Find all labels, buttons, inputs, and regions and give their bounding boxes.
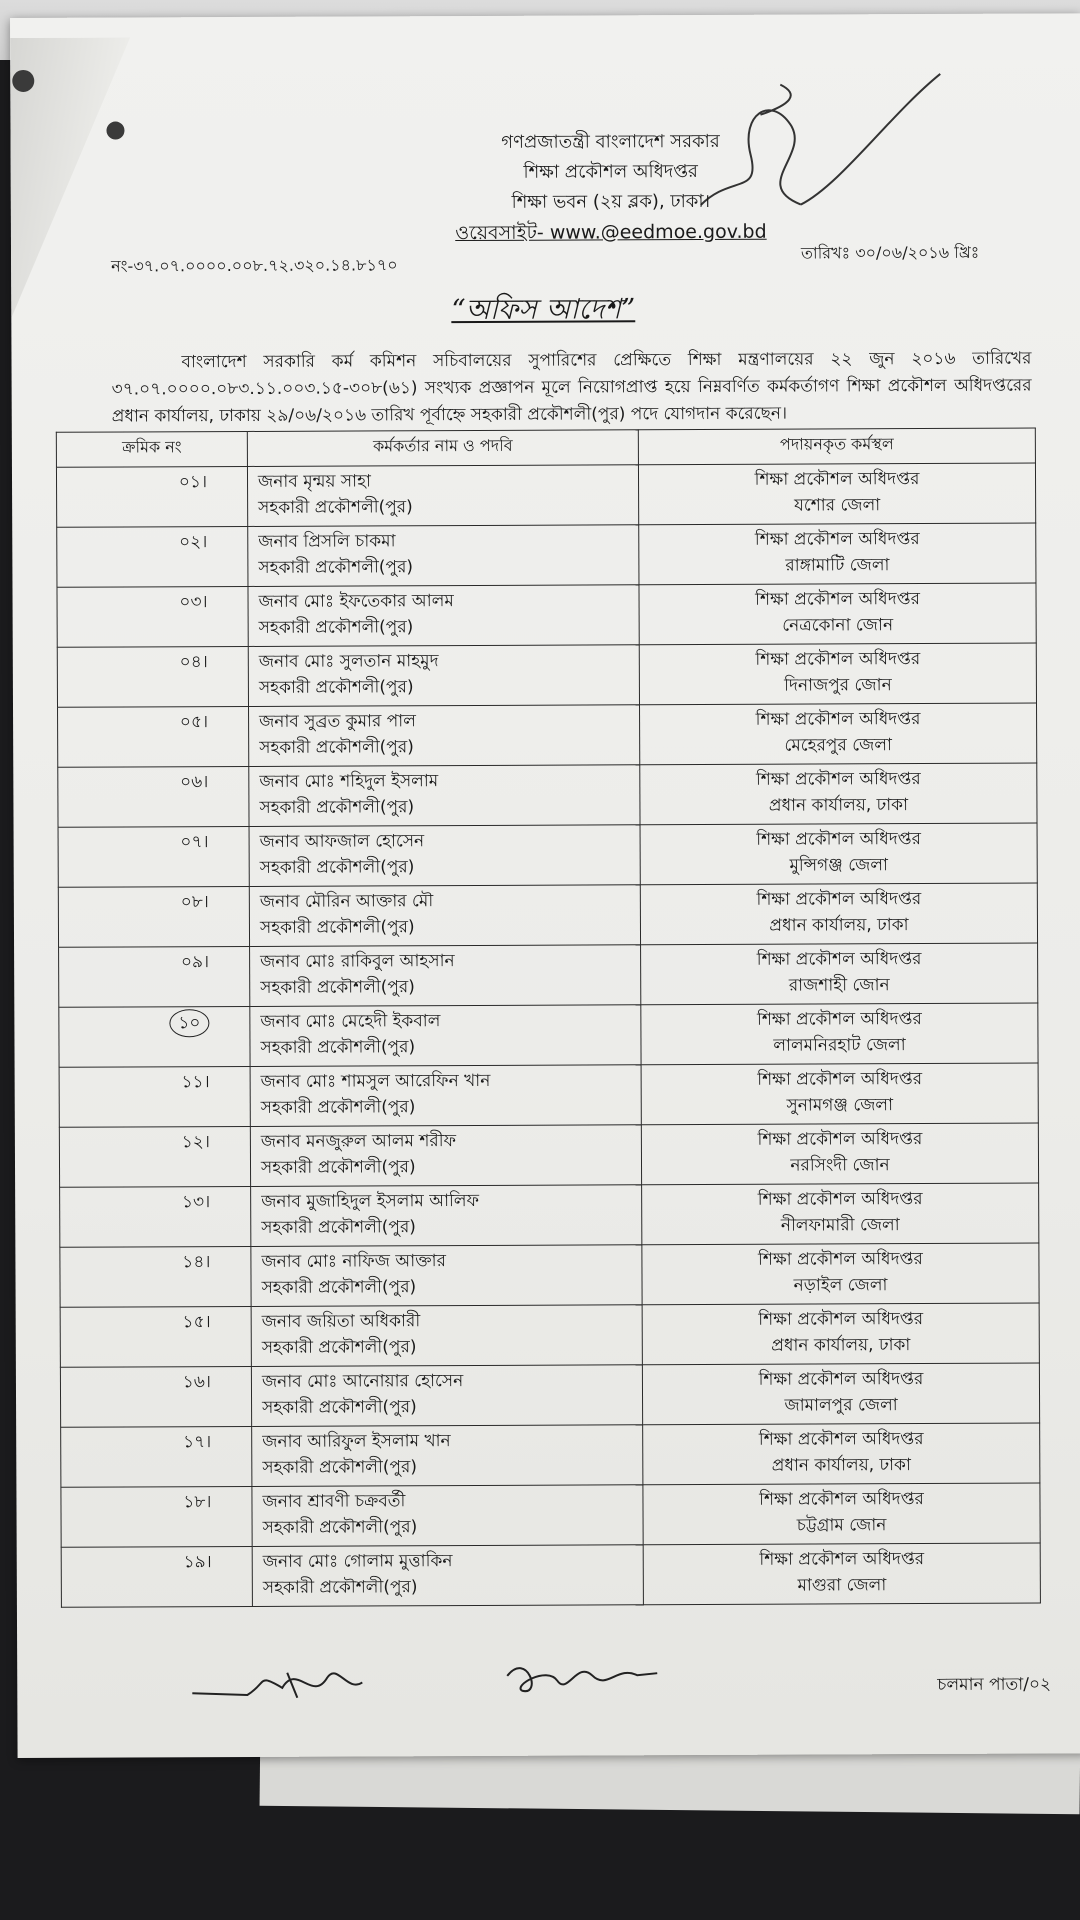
table-body [56,463,1040,1607]
posting-office: শিক্ষা প্রকৌশল অধিদপ্তর [758,1429,924,1450]
officer-designation: সহকারী প্রকৌশলী(পুর) [258,497,413,518]
serial-number: ১৯। [183,1552,212,1573]
serial-number: ১৬। [182,1372,211,1393]
officer-name: জনাব মোঃ শামসুল আরেফিন খান [260,1070,491,1092]
document-page [10,13,1080,1758]
table-row [61,1483,1040,1547]
signature-left [187,1652,387,1713]
officers-table [56,428,1041,1608]
officer-name: জনাব মোঃ শহিদুল ইসলাম [259,771,439,792]
officer-designation: সহকারী প্রকৌশলী(পুর) [262,1577,418,1598]
serial-number: ০৭। [180,832,209,853]
officer-name: জনাব মোঃ নাফিজ আক্তার [261,1251,446,1272]
header-serial: ক্রমিক নং [56,431,247,467]
posting-office: শিক্ষা প্রকৌশল অধিদপ্তর [755,709,921,730]
table-row [59,1123,1038,1187]
serial-cell [57,646,248,707]
posting-location: মাগুরা জেলা [797,1575,887,1596]
posting-office: শিক্ষা প্রকৌশল অধিদপ্তর [756,829,922,850]
serial-number: ১৫। [182,1312,211,1333]
posting-cell [638,463,1035,525]
posting-cell [639,583,1036,645]
officer-designation: সহকারী প্রকৌশলী(পুর) [260,1097,416,1118]
page-title: “অফিস আদেশ” [451,292,636,327]
officer-name: জনাব মোঃ গোলাম মুত্তাকিন [262,1551,453,1572]
table-row [59,1063,1038,1127]
order-body: বাংলাদেশ সরকারি কর্ম কমিশন সচিবালয়ের সুপারিশের প্রেক্ষিতে শিক্ষা মন্ত্রণালয়ের ২২ জুন ২০১৬ তারিখের ৩৭.০৭.০০০০.০৮৩.১১.০০৩.১৫-৩০৮(৬১) সংখ্যক প্রজ্ঞাপন মূলে নিয়োগপ্রাপ্ত হয়ে নিম্নবর্ণিত কর্মকর্তাগণ শিক্ষা প্রকৌশল অধিদপ্তরের প্রধান কার্যালয়, ঢাকায় ২৯/০৬/২০১৬ তারিখ পূর্বাহ্নে সহকারী প্রকৌশলী(পুর) পদে যোগদান করেছেন। [111,348,1032,427]
officer-name: জনাব সুব্রত কুমার পাল [259,711,416,732]
posting-location: প্রধান কার্যালয়, ঢাকা [771,1335,911,1356]
table-row [61,1543,1040,1607]
serial-cell [57,526,248,587]
officer-name: জনাব মনজুরুল আলম শরীফ [260,1131,457,1152]
serial-number: ১০ [169,1009,209,1037]
posting-location: নেত্রকোনা জোন [782,615,894,636]
serial-number: ০৫। [179,712,209,733]
officer-name: জনাব মোঃ ইফতেকার আলম [258,591,454,612]
serial-number: ০৯। [180,952,210,973]
serial-cell [59,946,250,1007]
officer-designation: সহকারী প্রকৌশলী(পুর) [258,677,414,698]
posting-location: নীলফামারী জেলা [780,1215,900,1236]
header-line-2: শিক্ষা প্রকৌশল অধিদপ্তর [523,160,698,183]
name-cell [251,1245,642,1307]
serial-cell [59,1066,250,1127]
table-row [58,823,1037,887]
serial-number: ০৬। [180,772,209,793]
table-row [56,463,1035,527]
name-cell [247,465,638,527]
posting-cell [641,943,1038,1005]
serial-number: ১৪। [182,1252,211,1273]
posting-cell [641,1123,1038,1185]
posting-location: প্রধান কার্যালয়, ঢাকা [771,1455,911,1476]
posting-office: শিক্ষা প্রকৌশল অধিদপ্তর [754,529,920,550]
name-cell [248,645,639,707]
officer-designation: সহকারী প্রকৌশলী(পুর) [260,1037,416,1058]
officer-designation: সহকারী প্রকৌশলী(পুর) [262,1397,417,1418]
serial-number: ১৩। [181,1192,211,1213]
serial-number: ১১। [181,1072,210,1093]
posting-office: শিক্ষা প্রকৌশল অধিদপ্তর [759,1489,924,1510]
header-name-designation: কর্মকর্তার নাম ও পদবি [247,430,638,467]
posting-location: যশোর জেলা [794,495,881,516]
name-cell [252,1545,643,1607]
officer-designation: সহকারী প্রকৌশলী(পুর) [262,1457,417,1478]
officer-designation: সহকারী প্রকৌশলী(পুর) [258,617,414,638]
table-row [61,1423,1040,1487]
officer-name: জনাব আরিফুল ইসলাম খান [262,1431,451,1452]
officer-name: জনাব মোঃ রাকিবুল আহসান [260,951,455,972]
table-row [57,583,1036,647]
posting-office: শিক্ষা প্রকৌশল অধিদপ্তর [758,1369,924,1390]
name-cell [250,945,641,1007]
header-line-3: শিক্ষা ভবন (২য় ব্লক), ঢাকা। [511,190,711,213]
posting-office: শিক্ষা প্রকৌশল অধিদপ্তর [754,469,920,490]
officer-designation: সহকারী প্রকৌশলী(পুর) [259,797,415,818]
header-posting: পদায়নকৃত কর্মস্থল [638,428,1035,465]
officer-name: জনাব মৌরিন আক্তার মৌ [259,891,434,912]
posting-cell [640,703,1037,765]
posting-cell [643,1423,1040,1485]
continued-page-note: চলমান পাতা/০২ [937,1674,1052,1695]
name-cell [249,705,640,767]
officer-designation: সহকারী প্রকৌশলী(পুর) [261,1337,417,1358]
posting-office: শিক্ষা প্রকৌশল অধিদপ্তর [755,649,921,670]
serial-number: ০১। [178,472,208,493]
officer-name: জনাব প্রিসলি চাকমা [258,531,396,552]
serial-cell [57,586,248,647]
name-cell [252,1485,643,1547]
name-cell [249,885,640,947]
serial-number: ০৩। [179,592,208,613]
table-row [58,703,1037,767]
posting-office: শিক্ষা প্রকৌশল অধিদপ্তর [758,1309,924,1330]
name-cell [250,1065,641,1127]
serial-cell [61,1426,252,1487]
officer-designation: সহকারী প্রকৌশলী(পুর) [259,857,415,878]
posting-cell [640,763,1037,825]
posting-cell [639,643,1036,705]
posting-location: সুনামগঞ্জ জেলা [786,1095,894,1116]
table-header-row [56,428,1035,467]
name-cell [249,825,640,887]
posting-office: শিক্ষা প্রকৌশল অধিদপ্তর [755,769,921,790]
officer-name: জনাব মৃন্ময় সাহা [257,471,371,492]
serial-cell [59,1126,250,1187]
posting-cell [641,1003,1038,1065]
table-row [60,1183,1039,1247]
table-row [57,523,1036,587]
posting-cell [643,1483,1040,1545]
name-cell [250,1125,641,1187]
posting-office: শিক্ষা প্রকৌশল অধিদপ্তর [756,949,922,970]
posting-location: রাজশাহী জোন [788,975,890,996]
name-cell [250,1005,641,1067]
serial-cell [60,1246,251,1307]
table-row [60,1303,1039,1367]
officer-designation: সহকারী প্রকৌশলী(পুর) [261,1217,416,1238]
name-cell [251,1365,642,1427]
posting-location: প্রধান কার্যালয়, ঢাকা [769,915,909,936]
punch-hole [12,70,34,92]
header-line-1: গণপ্রজাতন্ত্রী বাংলাদেশ সরকার [501,130,720,153]
officer-name: জনাব মোঃ মেহেদী ইকবাল [260,1011,441,1032]
officer-designation: সহকারী প্রকৌশলী(পুর) [258,557,414,578]
officer-name: জনাব মোঃ সুলতান মাহমুদ [258,651,439,672]
officer-name: জনাব জয়িতা অধিকারী [261,1311,421,1332]
officer-name: জনাব শ্রাবণী চক্রবর্তী [262,1491,406,1512]
serial-number: ১৭। [183,1432,212,1453]
officer-designation: সহকারী প্রকৌশলী(পুর) [259,737,414,758]
table-row [58,883,1037,947]
serial-cell [60,1366,251,1427]
serial-cell [60,1306,251,1367]
officer-designation: সহকারী প্রকৌশলী(পুর) [260,977,415,998]
posting-location: প্রধান কার্যালয়, ঢাকা [768,795,909,816]
posting-location: নড়াইল জেলা [793,1275,888,1296]
posting-cell [641,1063,1038,1125]
posting-office: শিক্ষা প্রকৌশল অধিদপ্তর [759,1549,925,1570]
serial-cell [61,1486,252,1547]
posting-office: শিক্ষা প্রকৌশল অধিদপ্তর [757,1069,923,1090]
serial-cell [56,466,247,527]
serial-cell [60,1186,251,1247]
table-row [58,763,1037,827]
serial-number: ১২। [181,1132,210,1153]
table-row [59,1003,1038,1067]
punch-hole [106,122,124,140]
posting-cell [642,1183,1039,1245]
officer-name: জনাব মোঃ আনোয়ার হোসেন [261,1371,464,1392]
posting-office: শিক্ষা প্রকৌশল অধিদপ্তর [756,1009,922,1030]
posting-location: দিনাজপুর জোন [784,675,892,696]
name-cell [252,1425,643,1487]
signature-right [497,1645,667,1706]
serial-cell [58,886,249,947]
posting-office: শিক্ষা প্রকৌশল অধিদপ্তর [755,589,920,610]
serial-cell [58,826,249,887]
posting-location: নরসিংদী জোন [790,1155,890,1176]
serial-number: ১৮। [183,1492,212,1513]
posting-office: শিক্ষা প্রকৌশল অধিদপ্তর [757,1189,923,1210]
serial-number: ০৪। [179,652,208,673]
posting-location: লালমনিরহাট জেলা [773,1035,906,1056]
officer-name: জনাব মুজাহিদুল ইসলাম আলিফ [261,1190,480,1212]
officer-name: জনাব আফজাল হোসেন [259,831,425,852]
table-row [60,1363,1039,1427]
posting-cell [640,823,1037,885]
serial-cell [59,1006,250,1067]
name-cell [249,765,640,827]
name-cell [248,525,639,587]
posting-location: মুন্সিগঞ্জ জেলা [789,855,888,876]
serial-cell [58,706,249,767]
posting-office: শিক্ষা প্রকৌশল অধিদপ্তর [757,1249,923,1270]
name-cell [251,1185,642,1247]
posting-location: চট্টগ্রাম জোন [796,1515,887,1536]
table-row [57,643,1036,707]
header-website[interactable]: ওয়েবসাইট- www.@eedmoe.gov.bd [455,220,767,245]
posting-cell [640,883,1037,945]
memo-date: তারিখঃ ৩০/০৬/২০১৬ খ্রিঃ [800,242,980,263]
posting-office: শিক্ষা প্রকৌশল অধিদপ্তর [757,1129,923,1150]
officer-designation: সহকারী প্রকৌশলী(পুর) [259,917,415,938]
posting-cell [642,1243,1039,1305]
name-cell [248,585,639,647]
posting-cell [643,1543,1040,1605]
posting-office: শিক্ষা প্রকৌশল অধিদপ্তর [756,889,922,910]
officer-designation: সহকারী প্রকৌশলী(পুর) [261,1277,417,1298]
table-row [59,943,1038,1007]
officer-designation: সহকারী প্রকৌশলী(পুর) [260,1157,416,1178]
posting-location: রাঙ্গামাটি জেলা [785,555,890,576]
officer-designation: সহকারী প্রকৌশলী(পুর) [262,1517,418,1538]
posting-location: মেহেরপুর জেলা [784,735,892,756]
name-cell [251,1305,642,1367]
posting-location: জামালপুর জেলা [784,1395,898,1416]
serial-cell [61,1546,252,1607]
posting-cell [639,523,1036,585]
posting-cell [642,1303,1039,1365]
table-row [60,1243,1039,1307]
serial-cell [58,766,249,827]
serial-number: ০৮। [180,892,209,913]
posting-cell [642,1363,1039,1425]
letterhead [370,126,851,248]
memo-number: নং-৩৭.০৭.০০০০.০০৮.৭২.৩২০.১৪.৮১৭০ [111,255,398,276]
serial-number: ০২। [179,532,208,553]
